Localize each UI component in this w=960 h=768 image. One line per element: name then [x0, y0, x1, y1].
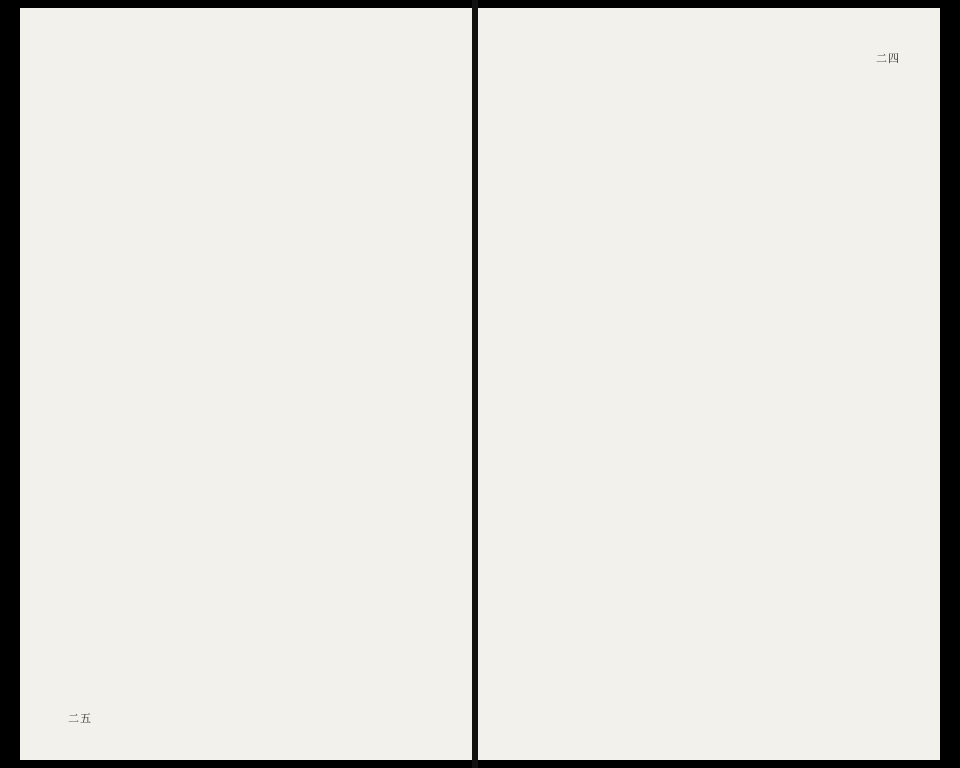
- left-page-number: 二五: [68, 712, 92, 725]
- right-page: [478, 8, 940, 760]
- right-page-number: 二四: [876, 52, 900, 65]
- left-page: [20, 8, 472, 760]
